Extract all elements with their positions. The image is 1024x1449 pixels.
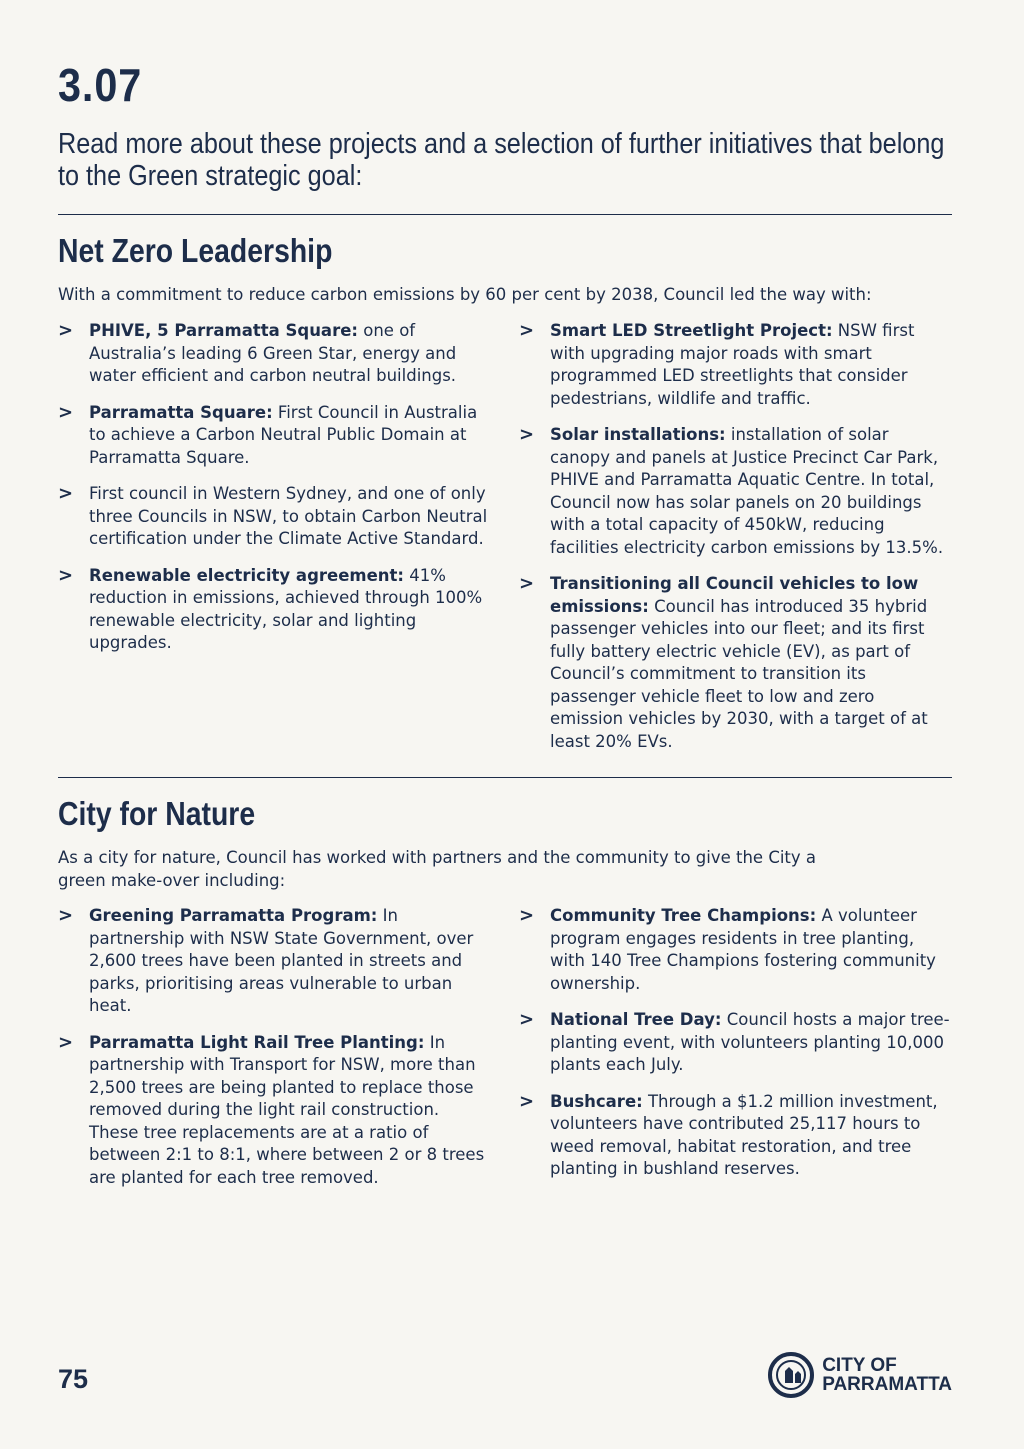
net-zero-right-column <box>519 320 952 767</box>
logo-line-1: CITY OF <box>822 1355 897 1376</box>
item-text: Through a $1.2 million investment, volunteers have contributed 25,117 hours to weed removal, habitat restoration, and tree planting in bushland reserves. <box>550 1091 938 1178</box>
chevron-right-icon: > <box>58 483 74 504</box>
list-item <box>58 320 490 388</box>
list-item <box>519 424 952 559</box>
item-text: installation of solar canopy and panels at Justice Precinct Car Park, PHIVE and Parramatta Aquatic Centre. In total, Council now has solar panels on 20 buildings with a total capacity of 450kW, reducing facilities electricity carbon emissions by 13.5%. <box>550 425 944 557</box>
section-number: 3.07 <box>58 59 143 111</box>
list-item <box>519 573 952 753</box>
item-heading: Solar installations: <box>550 425 726 444</box>
item-heading: Parramatta Square: <box>89 402 273 422</box>
chevron-right-icon: > <box>58 1031 74 1053</box>
document-page <box>58 0 952 1449</box>
item-heading: PHIVE, 5 Parramatta Square: <box>89 321 358 340</box>
item-heading: National Tree Day: <box>550 1010 722 1029</box>
item-text: First council in Western Sydney, and one of only three Councils in NSW, to obtain Carbon Neutral certification under the Climate Active Standard. <box>89 484 488 548</box>
city-of-parramatta-logo <box>768 1352 952 1398</box>
chevron-right-icon: > <box>519 905 535 926</box>
list-item <box>58 905 490 1018</box>
item-text: 41% reduction in emissions, achieved through 100% renewable electricity, solar and lighting upgrades. <box>89 565 483 652</box>
section-lead-net-zero: With a commitment to reduce carbon emissions by 60 per cent by 2038, Council led the way with: <box>58 285 872 304</box>
item-heading: Greening Parramatta Program: <box>89 906 378 925</box>
item-heading: Smart LED Streetlight Project: <box>550 321 833 340</box>
nature-left-column <box>58 905 490 1203</box>
council-seal-icon <box>768 1352 814 1398</box>
list-item <box>58 1032 490 1190</box>
list-item <box>519 1009 952 1077</box>
item-heading: Bushcare: <box>550 1091 643 1111</box>
list-item <box>519 905 952 995</box>
divider <box>58 777 952 778</box>
item-text: Council has introduced 35 hybrid passenger vehicles into our fleet; and its first fully battery electric vehicle (EV), as part of Council’s commitment to transition its passenger vehicle fleet to low and zero emission vehicles by 2030, with a target of at least 20% EVs. <box>550 596 928 751</box>
page-number: 75 <box>58 1364 89 1394</box>
list-item <box>519 320 952 410</box>
nature-right-column <box>519 905 952 1195</box>
item-heading: Transitioning all Council vehicles to low emissions: <box>550 574 919 616</box>
list-item <box>58 483 490 551</box>
item-text: In partnership with Transport for NSW, more than 2,500 trees are being planted to replace those removed during the light rail construction. These tree replacements are at a ratio of between 2:1 to 8:1, where between 2 or 8 trees are planted for each tree removed. <box>89 1032 485 1187</box>
chevron-right-icon: > <box>519 1009 535 1030</box>
section-title-city-for-nature: City for Nature <box>58 795 256 832</box>
chevron-right-icon: > <box>519 320 535 341</box>
item-text: First Council in Australia to achieve a Carbon Neutral Public Domain at Parramatta Square. <box>89 402 478 467</box>
chevron-right-icon: > <box>58 905 74 926</box>
chevron-right-icon: > <box>58 401 74 423</box>
net-zero-left-column <box>58 320 490 669</box>
item-text: one of Australia’s leading 6 Green Star, energy and water efficient and carbon neutral buildings. <box>89 321 457 385</box>
intro-heading: Read more about these projects and a selection of further initiatives that belong to the Green strategic goal: <box>58 128 945 192</box>
divider <box>58 214 952 215</box>
item-text: Council hosts a major tree-planting event, with volunteers planting 10,000 plants each July. <box>550 1010 950 1074</box>
section-title-net-zero: Net Zero Leadership <box>58 232 333 269</box>
chevron-right-icon: > <box>58 320 74 341</box>
item-text: In partnership with NSW State Government, over 2,600 trees have been planted in streets and parks, prioritising areas vulnerable to urban heat. <box>89 906 474 1015</box>
chevron-right-icon: > <box>58 564 74 586</box>
list-item <box>519 1091 952 1181</box>
list-item <box>58 402 490 470</box>
section-lead-city-for-nature: As a city for nature, Council has worked with partners and the community to give the City a green make-over including: <box>58 848 817 890</box>
chevron-right-icon: > <box>519 573 535 594</box>
list-item <box>58 565 490 655</box>
chevron-right-icon: > <box>519 1090 535 1112</box>
item-text: A volunteer program engages residents in tree planting, with 140 Tree Champions fostering community ownership. <box>550 906 936 993</box>
item-heading: Community Tree Champions: <box>550 906 817 925</box>
item-heading: Renewable electricity agreement: <box>89 565 405 585</box>
logo-line-2: PARRAMATTA <box>822 1374 952 1395</box>
item-heading: Parramatta Light Rail Tree Planting: <box>89 1032 425 1052</box>
item-text: NSW first with upgrading major roads with smart programmed LED streetlights that consider pedestrians, wildlife and traffic. <box>550 321 915 408</box>
chevron-right-icon: > <box>519 424 535 445</box>
